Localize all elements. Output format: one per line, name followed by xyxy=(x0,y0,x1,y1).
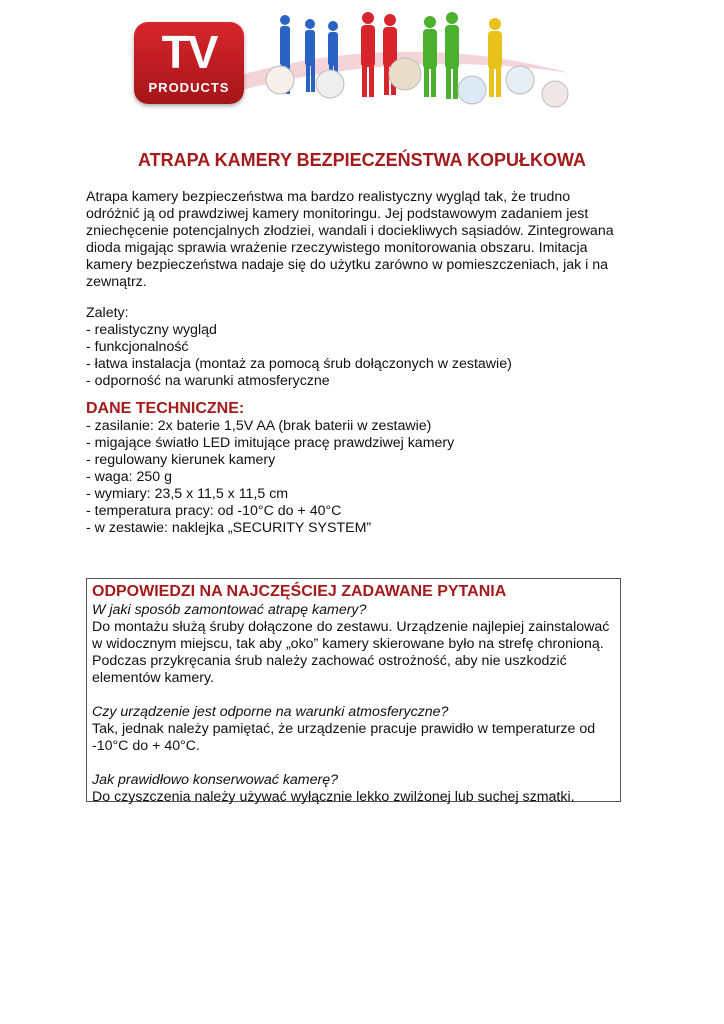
faq-answer-line: elementów kamery. xyxy=(92,670,214,686)
intro-line: dioda migając sprawia wrażenie rzeczywistego monitorowania obszaru. Imitacja xyxy=(86,240,588,256)
faq-answer-line: w widocznym miejscu, tak aby „oko” kamery skierowane było na strefę chronioną. xyxy=(92,636,604,652)
tv-products-logo xyxy=(134,22,244,104)
pros-label: Zalety: xyxy=(86,305,129,321)
list-item: - temperatura pracy: od -10°C do + 40°C xyxy=(86,503,342,519)
faq-answer xyxy=(92,619,615,687)
faq-answer-line: Tak, jednak należy pamiętać, że urządzenie pracuje prawidło w temperaturze od xyxy=(92,721,596,737)
faq-answer-line: Do czyszczenia należy używać wyłącznie lekko zwilżonej lub suchej szmatki. xyxy=(92,789,575,805)
faq-question: Czy urządzenie jest odporne na warunki atmosferyczne? xyxy=(92,704,449,720)
faq-answer xyxy=(92,721,615,755)
specs-section xyxy=(86,418,646,537)
faq-question: W jaki sposób zamontować atrapę kamery? xyxy=(92,602,367,618)
page-title: ATRAPA KAMERY BEZPIECZEŃSTWA KOPUŁKOWA xyxy=(137,150,586,170)
logo-products-text: PRODUCTS xyxy=(148,80,230,95)
intro-paragraph xyxy=(86,189,646,291)
intro-line: Atrapa kamery bezpieczeństwa ma bardzo realistyczny wygląd tak, że trudno xyxy=(86,189,571,205)
faq-question: Jak prawidłowo konserwować kamerę? xyxy=(92,772,339,788)
faq-answer xyxy=(92,789,615,806)
specs-list xyxy=(86,418,646,537)
specs-heading: DANE TECHNICZNE: xyxy=(86,400,245,417)
pros-section xyxy=(86,305,646,390)
list-item: - realistyczny wygląd xyxy=(86,322,217,338)
list-item: - migające światło LED imitujące pracę prawdziwej kamery xyxy=(86,435,455,451)
list-item: - zasilanie: 2x baterie 1,5V AA (brak baterii w zestawie) xyxy=(86,418,432,434)
faq-heading: ODPOWIEDZI NA NAJCZĘŚCIEJ ZADAWANE PYTANIA xyxy=(92,583,507,600)
list-item: - odporność na warunki atmosferyczne xyxy=(86,373,330,389)
people-silhouettes-icon xyxy=(240,8,570,113)
intro-line: kamery bezpieczeństwa nadaje się do użytku zarówno w pomieszczeniach, jak i na xyxy=(86,257,609,273)
list-item: - waga: 250 g xyxy=(86,469,172,485)
pros-list xyxy=(86,322,646,390)
list-item: - łatwa instalacja (montaż za pomocą śrub dołączonych w zestawie) xyxy=(86,356,512,372)
list-item: - w zestawie: naklejka „SECURITY SYSTEM” xyxy=(86,520,372,536)
intro-line: odróżnić ją od prawdziwej kamery monitoringu. Jej podstawowym zadaniem jest xyxy=(86,206,589,222)
intro-line: zniechęcenie potencjalnych złodziei, wandali i dociekliwych sąsiadów. Zintegrowana xyxy=(86,223,614,239)
list-item: - funkcjonalność xyxy=(86,339,189,355)
faq-answer-line: Podczas przykręcania śrub należy zachować ostrożność, aby nie uszkodzić xyxy=(92,653,567,669)
faq-answer-line: Do montażu służą śruby dołączone do zestawu. Urządzenie najlepiej zainstalować xyxy=(92,619,610,635)
header-banner xyxy=(130,8,570,113)
list-item: - wymiary: 23,5 x 11,5 x 11,5 cm xyxy=(86,486,289,502)
faq-box xyxy=(86,578,621,805)
logo-tv-text: TV xyxy=(161,26,217,78)
faq-answer-line: -10°C do + 40°C. xyxy=(92,738,200,754)
intro-line: zewnątrz. xyxy=(86,274,147,290)
list-item: - regulowany kierunek kamery xyxy=(86,452,276,468)
